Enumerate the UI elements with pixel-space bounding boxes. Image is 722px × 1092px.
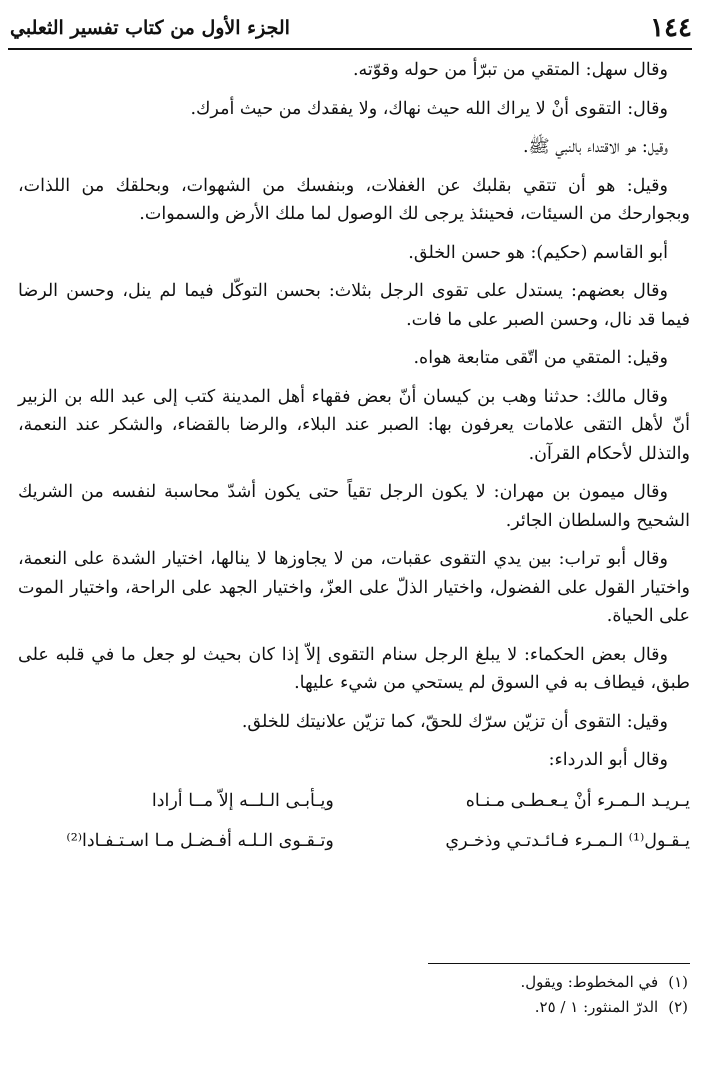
verse-line [18, 827, 690, 856]
paragraph: وقال: التقوى أنْ لا يراك الله حيث نهاك، ولا يفقدك من حيث أمرك. [190, 98, 668, 119]
paragraph: وقيل: هو أن تتقي بقلبك عن الغفلات، وبنفسك من الشهوات، وبحلقك من اللذات، وبجوارحك من السيئات، فحينئذ يرجى لك الوصول لما ملك الأرض والسموات. [18, 175, 690, 224]
body-text [18, 56, 690, 868]
paragraph: وقيل: التقوى أن تزيّن سرّك للحقّ، كما تزيّن علانيتك للخلق. [241, 711, 668, 732]
footnotes [200, 970, 688, 1020]
verse-line [18, 787, 690, 816]
paragraph: وقال سهل: المتقي من تبرّأ من حوله وقوّته. [352, 60, 668, 80]
footnote-text: في المخطوط: ويقول. [520, 973, 659, 991]
verse-hemistich-second: وتـقـوى الـلـه أفـضـل مـا اسـتـفـادا⁽²⁾ [66, 831, 334, 851]
running-title: الجزء الأول من كتاب تفسير الثعلبي [10, 17, 290, 39]
paragraph: وقال بعضهم: يستدل على تقوى الرجل بثلاث: بحسن التوكّل فيما لم ينل، وحسن الرضا فيما قد نال، وحسن الصبر على ما فات. [18, 281, 690, 330]
paragraph: وقال مالك: حدثنا وهب بن كيسان أنّ بعض فقهاء أهل المدينة كتب إلى عبد الله بن الزبير أنّ لأهل التقى علامات يعرفون بها: الصبر عند البلاء، والرضا بالقضاء، والشكر عند النعمة، والتذلل لأحكام القرآن. [18, 386, 690, 464]
footnote-text: الدرّ المنثور: ١ / ٢٥. [534, 998, 659, 1016]
header-rule [8, 48, 692, 50]
paragraph: وقال ميمون بن مهران: لا يكون الرجل تقياً حتى يكون أشدّ محاسبة لنفسه من الشريك الشحيح والسلطان الجائر. [18, 482, 690, 531]
footnote-number: (١) [668, 973, 688, 991]
paragraph: أبو القاسم (حكيم): هو حسن الخلق. [408, 242, 668, 263]
paragraph: وقال أبو تراب: بين يدي التقوى عقبات، من لا يجاوزها لا ينالها، اختيار الشدة على النعمة، واختيار القول على الفضول، واختيار الذلّ على العزّ، واختيار الجهد على الراحة، واختيار الموت على الحياة. [18, 549, 690, 626]
footnote-number: (٢) [668, 998, 688, 1016]
paragraph: وقال أبو الدرداء: [548, 750, 668, 770]
verse-hemistich-first: يـقـول⁽¹⁾ الـمـرء فـائـدتـي وذخـري [445, 831, 690, 851]
poem-verse [18, 787, 690, 856]
verse-hemistich-first: يـريـد الـمـرء أنْ يـعـطـى مـنـاه [465, 790, 690, 811]
footnote [200, 970, 688, 995]
paragraph: وقيل: المتقي من اتّقى متابعة هواه. [413, 348, 668, 368]
page-number: ١٤٤ [650, 13, 692, 43]
page-header [10, 10, 692, 46]
verse-hemistich-second: ويـأبـى الـلــه إلاّ مــا أرادا [151, 790, 334, 811]
paragraph: وقيل: هو الاقتداء بالنبي ﷺ. [522, 137, 668, 157]
paragraph: وقال بعض الحكماء: لا يبلغ الرجل سنام التقوى إلاّ إذا كان بحيث لو جعل ما في قلبه على طبق، فيطاف به في السوق لم يستحي من شيء عليها. [18, 644, 690, 693]
footnote [200, 995, 688, 1020]
footnote-rule [428, 963, 690, 964]
